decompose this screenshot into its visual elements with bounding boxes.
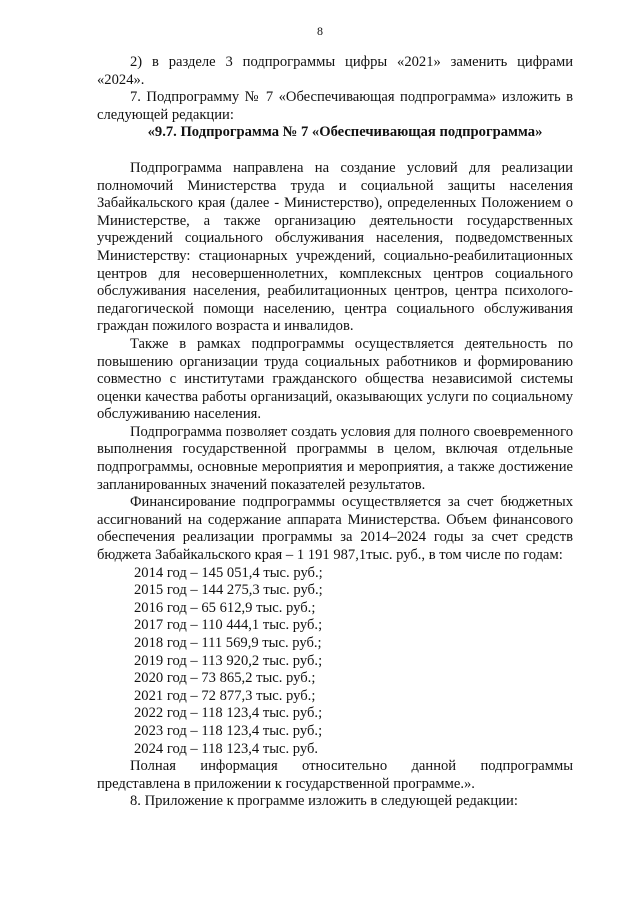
funding-year-item: 2024 год – 118 123,4 тыс. руб. xyxy=(134,740,319,757)
paragraph-conditions: Подпрограмма позволяет создать условия для полного своевременного выполнения государственной программы в целом, включая отдельные подпрограммы, основные мероприятия и мероприятия, а также достижение запланированных значений показателей результатов. xyxy=(97,423,573,493)
paragraph-activities: Также в рамках подпрограммы осуществляется деятельность по повышению организации труда социальных работников и формированию совместно с институтами гражданского общества независимой системы оценки качества работы организаций, оказывающих услуги по социальному обслуживанию населения. xyxy=(97,335,573,423)
funding-year-item: 2019 год – 113 920,2 тыс. руб.; xyxy=(134,652,323,669)
document-body xyxy=(97,54,573,811)
funding-year-item: 2014 год – 145 051,4 тыс. руб.; xyxy=(134,564,323,581)
paragraph-purpose: Подпрограмма направлена на создание условий для реализации полномочий Министерства труда и социальной защиты населения Забайкальского края (далее - Министерство), определенных Положением о Министерстве, а также организацию деятельности государственных учреждений социального обслуживания населения, подведомственных Министерству: стационарных учреждений, социально-реабилитационных центров для несовершеннолетних, комплексных центров социального обслуживания населения, реабилитационных центров, центра психолого-педагогической помощи населению, центра социального обслуживания граждан пожилого возраста и инвалидов. xyxy=(97,159,573,335)
paragraph-financing: Финансирование подпрограммы осуществляется за счет бюджетных ассигнований на содержание аппарата Министерства. Объем финансового обеспечения реализации программы за 2014–2024 годы за счет средств бюджета Забайкальского края – 1 191 987,1тыс. руб., в том числе по годам: xyxy=(97,494,573,564)
amendment-item-7: 7. Подпрограмму № 7 «Обеспечивающая подпрограмма» изложить в следующей редакции: xyxy=(97,89,573,123)
funding-year-item: 2022 год – 118 123,4 тыс. руб.; xyxy=(134,705,323,722)
funding-year-item: 2017 год – 110 444,1 тыс. руб.; xyxy=(134,617,323,634)
amendment-item-2: 2) в разделе 3 подпрограммы цифры «2021» заменить цифрами «2024». xyxy=(97,54,573,88)
section-heading: «9.7. Подпрограмма № 7 «Обеспечивающая подпрограмма» xyxy=(147,124,543,141)
funding-year-item: 2016 год – 65 612,9 тыс. руб.; xyxy=(134,599,316,616)
amendment-item-8: 8. Приложение к программе изложить в следующей редакции: xyxy=(130,793,518,810)
funding-year-item: 2021 год – 72 877,3 тыс. руб.; xyxy=(134,687,316,704)
page-number: 8 xyxy=(317,24,323,38)
funding-year-item: 2015 год – 144 275,3 тыс. руб.; xyxy=(134,582,323,599)
funding-year-item: 2018 год – 111 569,9 тыс. руб.; xyxy=(134,635,322,651)
spacer xyxy=(97,142,573,160)
paragraph-full-info: Полная информация относительно данной подпрограммы представлена в приложении к государственной программе.». xyxy=(97,758,573,792)
funding-by-year-list xyxy=(134,565,573,759)
funding-year-item: 2020 год – 73 865,2 тыс. руб.; xyxy=(134,670,316,687)
funding-year-item: 2023 год – 118 123,4 тыс. руб.; xyxy=(134,722,323,739)
